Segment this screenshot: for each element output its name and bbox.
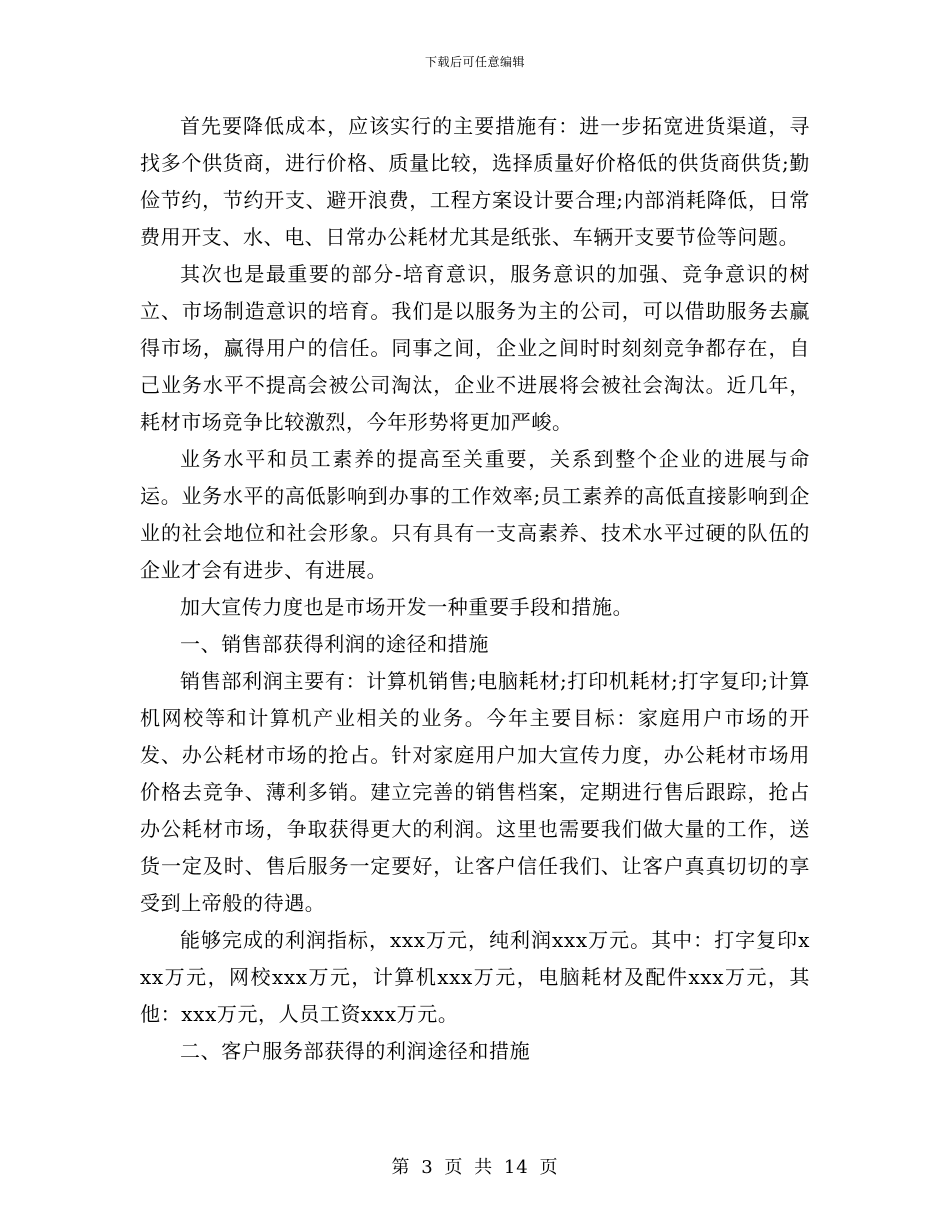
paragraph-sales-profit: 销售部利润主要有：计算机销售;电脑耗材;打印机耗材;打字复印;计算机网校等和计算机产业相关的业务。今年主要目标：家庭用户市场的开发、办公耗材市场的抢占。针对家庭用户加大宣传力度，办公耗材市场用价格去竞争、薄利多销。建立完善的销售档案，定期进行售后跟踪，抢占办公耗材市场，争取获得更大的利润。这里也需要我们做大量的工作，送货一定及时、售后服务一定要好，让客户信任我们、让客户真真切切的享受到上帝般的待遇。 <box>140 669 810 915</box>
paragraph-awareness: 其次也是最重要的部分-培育意识，服务意识的加强、竞争意识的树立、市场制造意识的培育。我们是以服务为主的公司，可以借助服务去赢得市场，赢得用户的信任。同事之间，企业之间时时刻刻竞争都存在，自己业务水平不提高会被公司淘汰，企业不进展将会被社会淘汰。近几年，耗材市场竞争比较激烈，今年形势将更加严峻。 <box>140 262 810 434</box>
paragraph-publicity: 加大宣传力度也是市场开发一种重要手段和措施。 <box>180 595 634 619</box>
document-body <box>140 108 810 1070</box>
paragraph-profit-targets: 能够完成的利润指标，xxx万元，纯利润xxx万元。其中：打字复印xxx万元，网校xxx万元，计算机xxx万元，电脑耗材及配件xxx万元，其他：xxx万元，人员工资xxx万元。 <box>140 928 810 1026</box>
page-header: 下载后可任意编辑 <box>424 55 525 69</box>
section-heading-customer-service: 二、客户服务部获得的利润途径和措施 <box>180 1039 531 1063</box>
page-number: 第 3 页 共 14 页 <box>391 1157 559 1178</box>
paragraph-cost-reduction: 首先要降低成本，应该实行的主要措施有：进一步拓宽进货渠道，寻找多个供货商，进行价格、质量比较，选择质量好价格低的供货商供货;勤俭节约，节约开支、避开浪费，工程方案设计要合理;内部消耗降低，日常费用开支、水、电、日常办公耗材尤其是纸张、车辆开支要节俭等问题。 <box>140 114 810 249</box>
paragraph-staff-quality: 业务水平和员工素养的提高至关重要，关系到整个企业的进展与命运。业务水平的高低影响到办事的工作效率;员工素养的高低直接影响到企业的社会地位和社会形象。只有具有一支高素养、技术水平过硬的队伍的企业才会有进步、有进展。 <box>140 447 810 582</box>
section-heading-sales: 一、销售部获得利润的途径和措施 <box>180 632 489 656</box>
